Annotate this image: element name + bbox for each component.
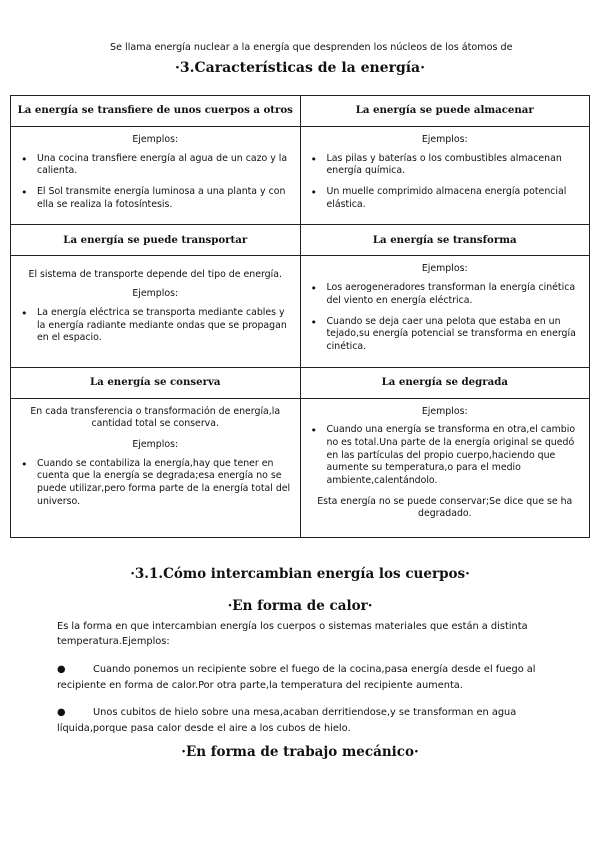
examples-label: Ejemplos: [132, 438, 179, 450]
list-item: • Cuando se deja caer una pelota que estaba en un tejado,su energía potencial se transforma en energía cinética. [309, 316, 582, 354]
bullet-icon: ● [57, 664, 66, 675]
list-item: • Un muelle comprimido almacena energía potencial elástica. [309, 186, 582, 211]
intro-text: Se llama energía nuclear a la energía que desprenden los núcleos de los átomos de [110, 42, 513, 53]
list-item: • El Sol transmite energía luminosa a una planta y con ella se realiza la fotosíntesis. [19, 186, 292, 211]
list-item: • Cuando se contabiliza la energía,hay que tener en cuenta que la energía se degrada;esa energía no se puede utilizar,pero forma parte de la energía total del universo. [19, 458, 292, 509]
examples-label: Ejemplos: [421, 134, 468, 145]
calor-item-text: Unos cubitos de hielo sobre una mesa,acaban derritiendose,y se transforman en agua líquida,porque pasa calor desde el aire a los cubos de hielo. [57, 707, 517, 734]
cell-conserve [11, 398, 301, 537]
list-item: • Cuando una energía se transforma en otra,el cambio no es total.Una parte de la energía original se quedó en las partículas del propio cuerpo,haciendo que aumente su temperatura,o para el medio ambiente,calentándolo. [309, 424, 582, 487]
trabajo-title: ·En forma de trabajo mecánico· [181, 744, 419, 760]
transport-intro: El sistema de transporte depende del tipo de energía. [28, 269, 282, 281]
section-3-1-title: ·3.1.Cómo intercambian energía los cuerpos· [130, 566, 470, 582]
header-store: La energía se puede almacenar [300, 96, 590, 127]
header-transport: La energía se puede transportar [11, 225, 301, 256]
list-item [57, 662, 557, 693]
list-item: • Una cocina transfiere energía al agua de un cazo y la calienta. [19, 153, 292, 178]
calor-title: ·En forma de calor· [227, 598, 373, 614]
bullet-icon: ● [57, 707, 66, 718]
calor-description: Es la forma en que intercambian energía los cuerpos o sistemas materiales que están a distinta temperatura.Ejemplos: [57, 621, 528, 647]
header-transfer: La energía se transfiere de unos cuerpos a otros [11, 96, 301, 127]
cell-store [300, 127, 590, 225]
list-item: • La energía eléctrica se transporta mediante cables y la energía radiante mediante ondas que se propagan en el espacio. [19, 307, 292, 345]
conserve-intro: En cada transferencia o transformación de energía,la cantidad total se conserva. [30, 405, 281, 430]
section-3-title: ·3.Características de la energía· [174, 60, 426, 76]
list-item [57, 705, 557, 736]
header-transform: La energía se transforma [300, 225, 590, 256]
cell-transfer [11, 127, 301, 225]
header-conserve: La energía se conserva [11, 367, 301, 398]
characteristics-table [10, 95, 590, 538]
cell-degrade [300, 398, 590, 537]
list-item: • Los aerogeneradores transforman la energía cinética del viento en energía eléctrica. [309, 282, 582, 307]
examples-label: Ejemplos: [421, 263, 468, 275]
cell-transform [300, 256, 590, 367]
examples-label: Ejemplos: [421, 405, 468, 417]
header-degrade: La energía se degrada [300, 367, 590, 398]
list-item: • Las pilas y baterías o los combustibles almacenan energía química. [309, 153, 582, 178]
calor-item-text: Cuando ponemos un recipiente sobre el fuego de la cocina,pasa energía desde el fuego al recipiente en forma de calor.Por otra parte,la temperatura del recipiente aumenta. [57, 664, 536, 691]
degrade-note: Esta energía no se puede conservar;Se dice que se ha degradado. [317, 495, 573, 520]
examples-label: Ejemplos: [132, 134, 179, 145]
examples-label: Ejemplos: [132, 288, 179, 300]
cell-transport [11, 256, 301, 367]
